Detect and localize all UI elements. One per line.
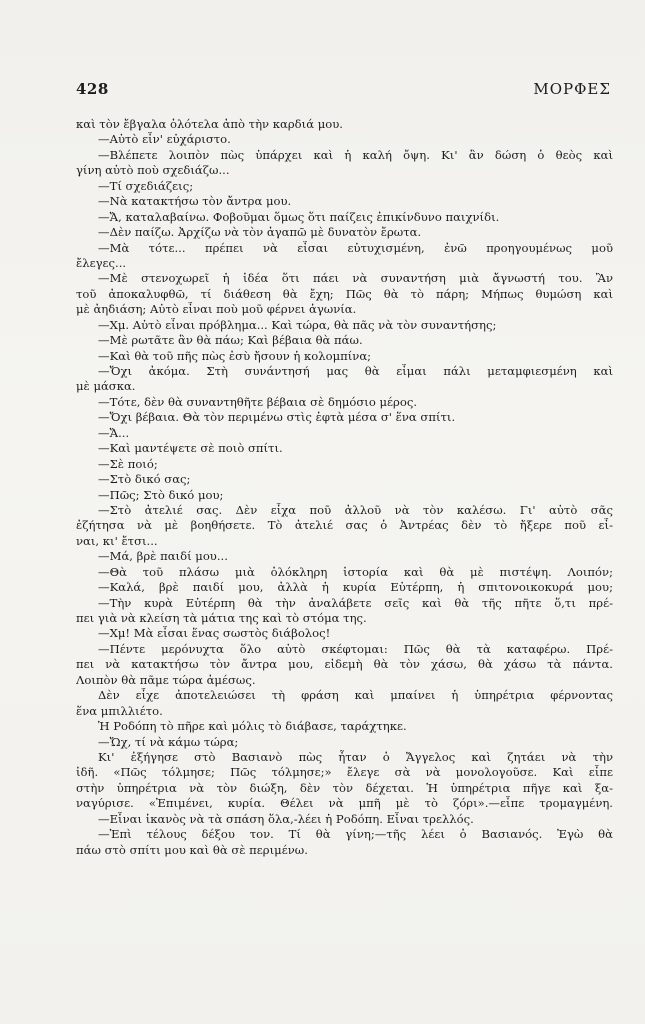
text-line: —Τί σχεδιάζεις;	[98, 178, 194, 193]
text-line: —Καλά, βρὲ παιδί μου, ἀλλὰ ἡ κυρία Εὐτέρπη, ἡ σπιτονοικοκυρά μου;	[98, 580, 613, 595]
text-line: ἕνα μπιλλιέτο.	[76, 703, 163, 718]
text-line: —Στὸ ἀτελιέ σας. Δὲν εἶχα ποῦ ἀλλοῦ νὰ τὸν καλέσω. Γι' αὐτὸ σᾶς	[98, 502, 613, 517]
text-line: πάω στὸ σπίτι μου καὶ θὰ σὲ περιμένω.	[76, 842, 308, 857]
text-line: —Μὲ ρωτᾶτε ἂν θὰ πάω; Καὶ βέβαια θὰ πάω.	[98, 333, 363, 348]
text-line: ἔλεγες...	[76, 255, 127, 270]
page-number: 428	[76, 80, 109, 98]
text-line: —Νὰ κατακτήσω τὸν ἄντρα μου.	[98, 194, 292, 209]
text-line: Ἡ Ροδόπη τὸ πῆρε καὶ μόλις τὸ διάβασε, ταράχτηκε.	[98, 719, 407, 734]
text-line: —Ὤχ, τί νὰ κάμω τώρα;	[98, 734, 239, 749]
text-line: —Μά, βρὲ παιδί μου...	[98, 549, 228, 564]
text-line: καὶ τὸν ἔβγαλα ὁλότελα ἀπὸ τὴν καρδιά μου.	[76, 117, 343, 131]
text-line: στὴν ὑπηρέτρια νὰ τὸν διώξη, δὲν τὸν δέχεται. Ἡ ὑπηρέτρια πῆγε καὶ ξα-	[76, 780, 613, 795]
text-line: —Καὶ θὰ τοῦ πῆς πὼς ἐσὺ ἤσουν ἡ κολομπίνα;	[98, 348, 372, 363]
text-line: —Ἄ...	[98, 425, 130, 440]
text-line: μὲ ἀηδιάση; Αὐτὸ εἶναι ποὺ μοῦ φέρνει ἀγωνία.	[76, 302, 357, 317]
page-header	[76, 80, 611, 104]
text-line: πει νὰ κατακτήσω τὸν ἄντρα μου, εἰδεμὴ θὰ τὸν χάσω, θὰ χάσω τὰ πάντα.	[76, 657, 613, 672]
text-line: —Τὴν κυρὰ Εὐτέρπη θὰ τὴν ἀναλάβετε σεῖς καὶ θὰ τῆς πῆτε ὅ,τι πρέ-	[98, 595, 613, 610]
text-line: —Ὄχι βέβαια. Θὰ τὸν περιμένω στὶς ἑφτὰ μέσα σ' ἕνα σπίτι.	[98, 410, 456, 425]
text-line: —Δὲν παίζω. Ἀρχίζω νὰ τὸν ἀγαπῶ μὲ δυνατὸν ἔρωτα.	[98, 225, 422, 240]
text-line: —Ἐπὶ τέλους δέξου τον. Τί θὰ γίνη;—τῆς λέει ὁ Βασιανός. Ἐγὼ θὰ	[98, 827, 613, 842]
text-line: —Ὄχι ἀκόμα. Στὴ συνάντησή μας θὰ εἶμαι πάλι μεταμφιεσμένη καὶ	[98, 364, 613, 378]
text-line: —Μὲ στενοχωρεῖ ἡ ἰδέα ὅτι πάει νὰ συναντήση μιὰ ἄγνωστή του. Ἂν	[98, 271, 613, 286]
text-line: τοῦ ἀποκαλυφθῶ, τί διάθεση θὰ ἔχη; Πῶς θὰ τὸ πάρη; Μήπως θυμώση καὶ	[76, 286, 613, 301]
text-line: —Μὰ τότε... πρέπει νὰ εἶσαι εὐτυχισμένη, ἐνῶ προηγουμένως μοῦ	[98, 240, 613, 255]
text-line: ναγύρισε. «Ἐπιμένει, κυρία. Θέλει νὰ μπῆ μὲ τὸ ζόρι».—εἶπε τρομαγμένη.	[76, 796, 613, 811]
text-line: —Αὐτὸ εἶν' εὐχάριστο.	[98, 132, 231, 147]
text-line: μὲ μάσκα.	[76, 379, 136, 394]
text-line: —Πέντε μερόνυχτα ὅλο αὐτὸ σκέφτομαι: Πῶς θὰ τὰ καταφέρω. Πρέ-	[98, 641, 613, 656]
text-line: —Ἄ, καταλαβαίνω. Φοβοῦμαι ὅμως ὅτι παίζεις ἐπικίνδυνο παιχνίδι.	[98, 209, 500, 224]
text-line: γίνη αὐτὸ ποὺ σχεδιάζω...	[76, 163, 230, 178]
text-line: —Χμ. Αὐτὸ εἶναι πρόβλημα... Καὶ τώρα, θὰ πᾶς νὰ τὸν συναντήσης;	[98, 317, 497, 332]
text-line: —Τότε, δὲν θὰ συναντηθῆτε βέβαια σὲ δημόσιο μέρος.	[98, 394, 418, 409]
text-line: —Στὸ δικό σας;	[98, 472, 191, 487]
text-line: Λοιπὸν θὰ πᾶμε τώρα ἀμέσως.	[76, 672, 256, 687]
text-line: Κι' ἐξήγησε στὸ Βασιανὸ πὼς ἦταν ὁ Ἄγγελος καὶ ζητάει νὰ τὴν	[98, 749, 613, 764]
text-line: ἰδῆ. «Πῶς τόλμησε; Πῶς τόλμησε;» ἔλεγε σὰ νὰ μονολογοῦσε. Καὶ εἶπε	[76, 765, 613, 780]
body-text	[76, 117, 613, 858]
text-line: —Εἶναι ἱκανὸς νὰ τὰ σπάση ὅλα,-λέει ἡ Ροδόπη. Εἶναι τρελλός.	[98, 811, 474, 826]
text-line: —Θὰ τοῦ πλάσω μιὰ ὁλόκληρη ἱστορία καὶ θὰ μὲ πιστέψη. Λοιπόν;	[98, 564, 613, 579]
text-line: —Καὶ μαντέψετε σὲ ποιὸ σπίτι.	[98, 441, 283, 456]
running-head: ΜΟΡΦΕΣ	[533, 80, 611, 98]
text-line: Δὲν εἶχε ἀποτελειώσει τὴ φράση καὶ μπαίνει ἡ ὑπηρέτρια φέρνοντας	[98, 688, 613, 703]
text-line: πει γιὰ νὰ κλείση τὰ μάτια της καὶ τὸ στόμα της.	[76, 611, 367, 625]
text-line: —Πῶς; Στὸ δικό μου;	[98, 487, 224, 502]
text-line: —Βλέπετε λοιπὸν πὼς ὑπάρχει καὶ ἡ καλή ὄψη. Κι' ἂν δώση ὁ θεὸς καὶ	[98, 147, 613, 162]
text-line: ναι, κι' ἔτσι...	[76, 533, 158, 548]
text-line: —Σὲ ποιό;	[98, 456, 158, 471]
text-line: ἐζήτησα νὰ μὲ βοηθήσετε. Τὸ ἀτελιέ σας ὁ Ἀντρέας δὲν τὸ ἤξερε ποῦ εἶ-	[76, 518, 613, 533]
text-line: —Χμ! Μὰ εἶσαι ἕνας σωστὸς διάβολος!	[98, 626, 331, 641]
